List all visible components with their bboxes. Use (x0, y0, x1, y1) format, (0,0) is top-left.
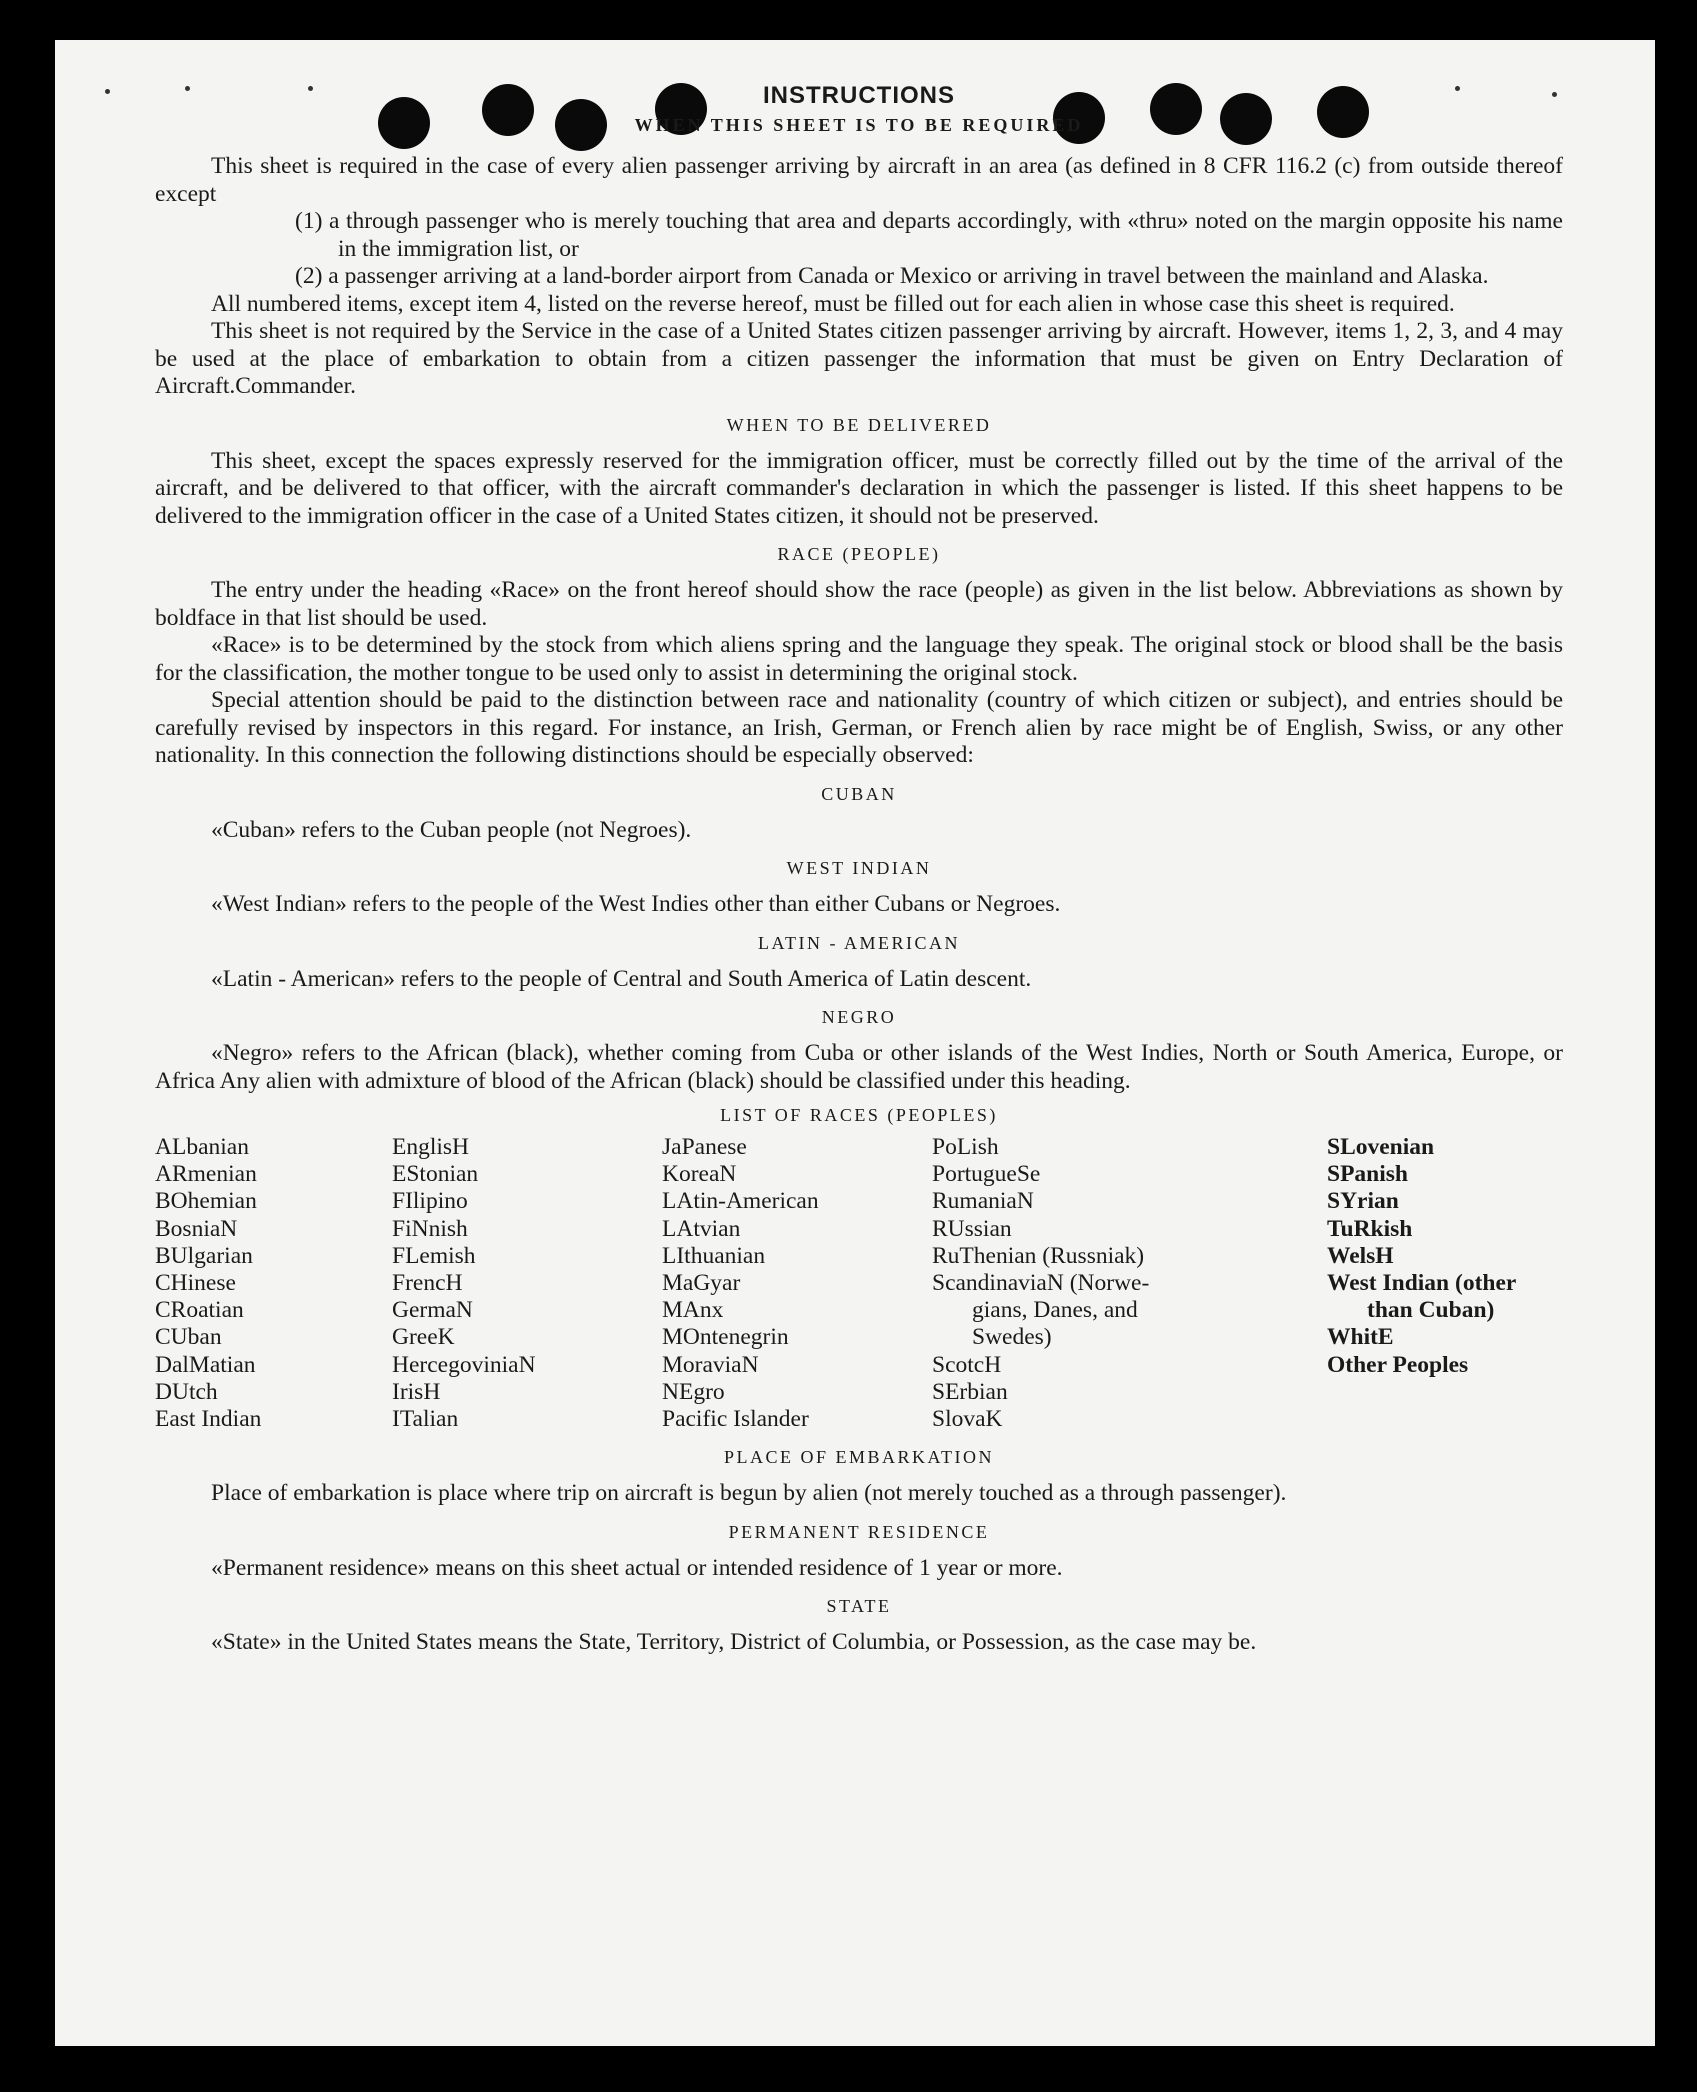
race-entry: GreeK (392, 1324, 455, 1351)
race-entry: HercegoviniaN (392, 1351, 536, 1378)
list-item-2: (2) a passenger arriving at a land-border airport from Canada or Mexico or arriving in travel between the mainland and Alaska. (295, 263, 1489, 289)
race-entry: DUtch (155, 1378, 218, 1405)
section-heading-latin-american: LATIN - AMERICAN (758, 932, 960, 953)
race-entry: BUlgarian (155, 1242, 253, 1269)
race-entry: LAtvian (662, 1215, 741, 1242)
paragraph-latin-american: «Latin - American» refers to the people of Central and South America of Latin descent. (211, 965, 1032, 992)
race-entry: FrencH (392, 1270, 463, 1297)
paragraph-cuban: «Cuban» refers to the Cuban people (not Negroes). (211, 816, 692, 843)
race-column-1 (155, 1134, 392, 1433)
race-entry: LAtin-American (662, 1188, 819, 1215)
paragraph-citizen: This sheet is not required by the Service in the case of a United States citizen passenger arriving by aircraft. However, items 1, 2, 3, and 4 may be used at the place of embarkation to obtain from a citizen passenger the information that must be given on Entry Declaration of Aircraft.Commander. (155, 318, 1563, 399)
race-entry: PortugueSe (932, 1161, 1041, 1188)
paragraph-state: «State» in the United States means the State, Territory, District of Columbia, or Possession, as the case may be. (211, 1629, 1257, 1656)
race-entry: SPanish (1327, 1161, 1408, 1188)
race-entry: SLovenian (1327, 1134, 1435, 1160)
race-entry: BOhemian (155, 1188, 257, 1215)
race-entry: SYrian (1327, 1188, 1399, 1215)
race-entry: CRoatian (155, 1297, 244, 1324)
section-heading-cuban: CUBAN (821, 783, 897, 804)
race-entry: ScandinaviaN (Norwe- (932, 1270, 1150, 1297)
race-entry: East Indian (155, 1406, 262, 1433)
race-list-table (155, 1134, 1563, 1433)
race-entry: ALbanian (155, 1134, 249, 1160)
race-column-5 (1327, 1134, 1555, 1433)
section-heading-west-indian: WEST INDIAN (786, 858, 932, 878)
page-title: INSTRUCTIONS (763, 82, 955, 109)
document-page (55, 40, 1655, 2046)
race-entry: Other Peoples (1327, 1351, 1469, 1378)
section-heading-required: WHEN THIS SHEET IS TO BE REQUIRED (634, 114, 1084, 135)
race-column-4 (932, 1134, 1327, 1433)
race-entry: FIlipino (392, 1188, 468, 1215)
race-entry: ScotcH (932, 1351, 1002, 1378)
race-entry: RumaniaN (932, 1188, 1034, 1215)
race-entry: WhitE (1327, 1324, 1394, 1351)
race-entry: MAnx (662, 1297, 724, 1324)
race-entry-continued: gians, Danes, and (972, 1297, 1138, 1324)
section-heading-race-list: LIST OF RACES (PEOPLES) (720, 1105, 998, 1125)
race-entry-continued: Swedes) (972, 1324, 1052, 1351)
race-entry: LIthuanian (662, 1242, 766, 1269)
race-entry: RuThenian (Russniak) (932, 1242, 1145, 1269)
race-entry: MOntenegrin (662, 1324, 789, 1351)
race-entry: KoreaN (662, 1161, 737, 1188)
section-heading-negro: NEGRO (821, 1007, 897, 1027)
section-heading-delivered: WHEN TO BE DELIVERED (726, 414, 992, 435)
race-entry: PoLish (932, 1134, 999, 1160)
paragraph-negro: «Negro» refers to the African (black), whether coming from Cuba or other islands of the West Indies, North or South America, Europe, or Africa Any alien with admixture of blood of the African (black) should be classified under this heading. (155, 1040, 1563, 1094)
race-entry: MoraviaN (662, 1351, 759, 1378)
paragraph-race-2: «Race» is to be determined by the stock from which aliens spring and the language they speak. The original stock or blood shall be the basis for the classification, the mother tongue to be used only to assist in determining the original stock. (155, 632, 1563, 686)
paragraph-race-1: The entry under the heading «Race» on the front hereof should show the race (people) as given in the list below. Abbreviations as shown by boldface in that list should be used. (155, 577, 1563, 631)
race-entry: BosniaN (155, 1215, 238, 1242)
race-entry: FiNnish (392, 1215, 468, 1242)
race-entry: ARmenian (155, 1161, 257, 1188)
race-entry: FLemish (392, 1242, 476, 1269)
paragraph-race-3: Special attention should be paid to the distinction between race and nationality (country of which citizen or subject), and entries should be carefully revised by inspectors in this regard. For instance, an Irish, German, or French alien by race might be of English, Swiss, or any other nationality. In this connection the following distinctions should be especially observed: (155, 687, 1563, 768)
race-entry: Pacific Islander (662, 1406, 809, 1433)
race-entry: JaPanese (662, 1134, 747, 1160)
section-heading-race: RACE (PEOPLE) (777, 544, 941, 564)
section-heading-residence: PERMANENT RESIDENCE (728, 1521, 990, 1542)
paragraph-numbered-items: All numbered items, except item 4, listed on the reverse hereof, must be filled out for each alien in whose case this sheet is required. (211, 290, 1455, 317)
paragraph-embarkation: Place of embarkation is place where trip on aircraft is begun by alien (not merely touched as a through passenger). (211, 1480, 1287, 1507)
race-column-3 (662, 1134, 932, 1433)
race-column-2 (392, 1134, 662, 1433)
paragraph-intro: This sheet is required in the case of every alien passenger arriving by aircraft in an area (as defined in 8 CFR 116.2 (c) from outside thereof except (155, 153, 1563, 207)
section-heading-state: STATE (826, 1596, 892, 1617)
race-entry: WelsH (1327, 1242, 1394, 1269)
race-entry: GermaN (392, 1297, 473, 1324)
race-entry: EnglisH (392, 1134, 470, 1160)
paragraph-delivered: This sheet, except the spaces expressly reserved for the immigration officer, must be correctly filled out by the time of the arrival of the aircraft, and be delivered to that officer, with the aircraft commander's declaration in which the passenger is listed. If this sheet happens to be delivered to the immigration officer in the case of a United States citizen, it should not be preserved. (155, 447, 1563, 529)
race-entry: EStonian (392, 1161, 479, 1188)
race-entry: DalMatian (155, 1351, 256, 1378)
section-heading-embarkation: PLACE OF EMBARKATION (723, 1447, 995, 1468)
race-entry: West Indian (other (1327, 1270, 1517, 1297)
race-entry: IrisH (392, 1378, 441, 1405)
paragraph-residence: «Permanent residence» means on this sheet actual or intended residence of 1 year or more. (211, 1554, 1063, 1581)
race-entry: SErbian (932, 1378, 1008, 1405)
race-entry: SlovaK (932, 1406, 1003, 1433)
race-entry: RUssian (932, 1215, 1012, 1242)
race-entry: ITalian (392, 1406, 459, 1433)
speck (105, 89, 110, 94)
list-item-1: (1) a through passenger who is merely touching that area and departs accordingly, with «thru» noted on the margin opposite his name in the immigration list, or (295, 208, 1563, 262)
race-entry: MaGyar (662, 1270, 741, 1297)
paragraph-west-indian: «West Indian» refers to the people of the West Indies other than either Cubans or Negroes. (211, 891, 1061, 917)
race-entry: CUban (155, 1324, 222, 1351)
race-entry: CHinese (155, 1270, 236, 1297)
race-entry: TuRkish (1327, 1215, 1413, 1242)
race-entry-continued: than Cuban) (1367, 1297, 1495, 1324)
race-entry: NEgro (662, 1378, 725, 1405)
